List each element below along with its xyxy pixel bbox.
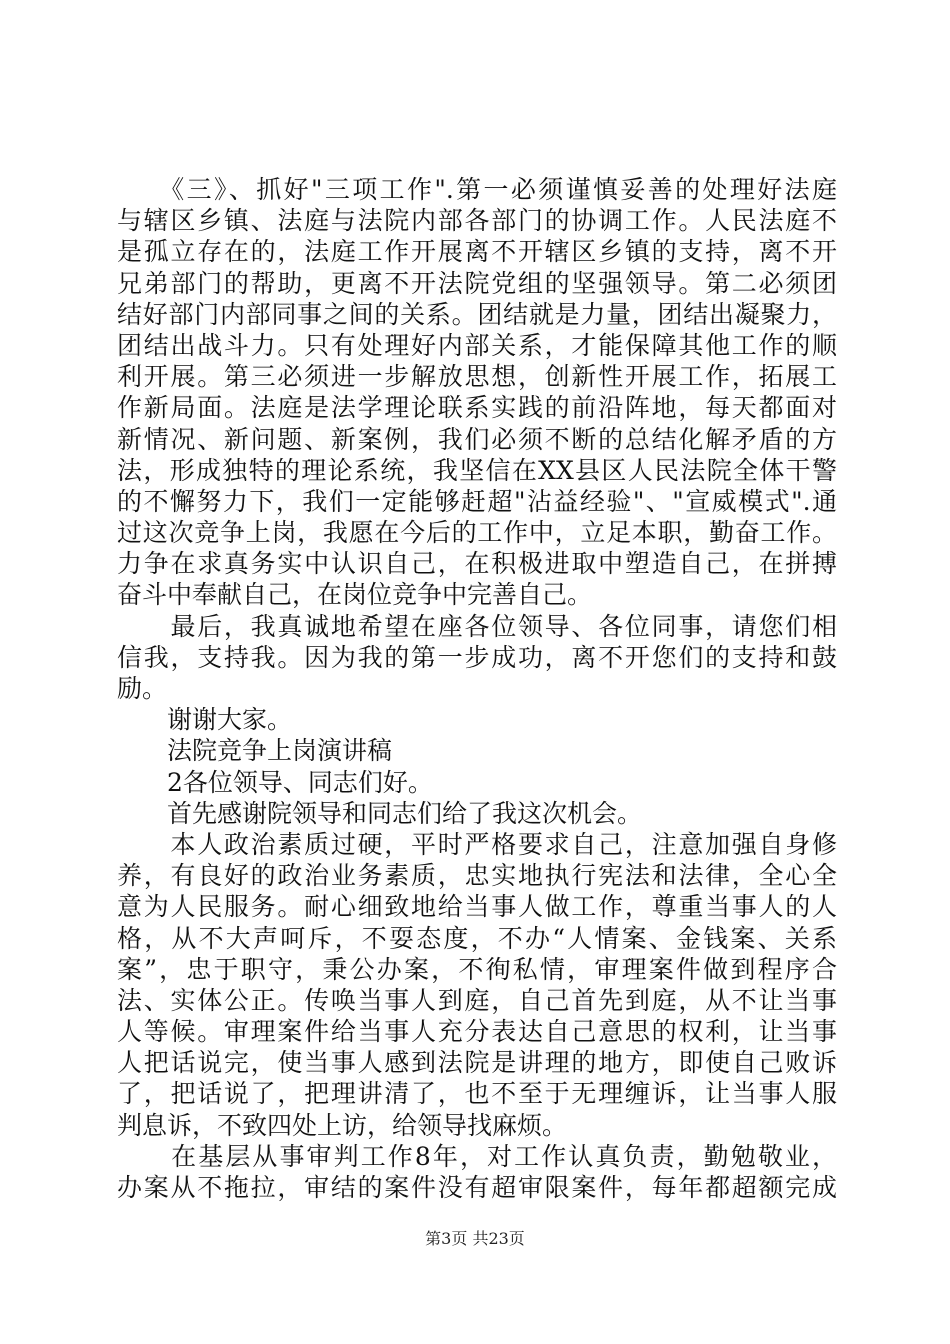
text-line: 谢谢大家。: [117, 705, 293, 735]
text-line: 人把话说完，使当事人感到法院是讲理的地方，即使自己败诉: [117, 1048, 837, 1078]
text-line: 法，形成独特的理论系统，我坚信在XX县区人民法院全体干警: [117, 455, 837, 485]
text-line: 励。: [117, 674, 168, 703]
text-line: 案”，忠于职守，秉公办案，不徇私情，审理案件做到程序合: [117, 954, 837, 984]
text-line: 办案从不拖拉，审结的案件没有超审限案件，每年都超额完成: [117, 1173, 837, 1202]
text-line: 最后，我真诚地希望在座各位领导、各位同事，请您们相: [117, 611, 837, 641]
text-line: 的不懈努力下，我们一定能够赶超"沾益经验"、"宣威模式".通: [117, 486, 837, 516]
text-line: 养，有良好的政治业务素质，忠实地执行宪法和法律，全心全: [117, 861, 837, 891]
page-footer: 第3页 共23页: [425, 1229, 525, 1248]
text-line: 了，把话说了，把理讲清了，也不至于无理缠诉，让当事人服: [117, 1079, 837, 1109]
text-line: 团结出战斗力。只有处理好内部关系，才能保障其他工作的顺: [117, 330, 837, 360]
text-line: 奋斗中奉献自己，在岗位竞争中完善自己。: [117, 580, 593, 610]
text-line: 意为人民服务。耐心细致地给当事人做工作，尊重当事人的人: [117, 892, 837, 922]
text-line: 与辖区乡镇、法庭与法院内部各部门的协调工作。人民法庭不: [117, 206, 837, 236]
text-line: 2各位领导、同志们好。: [117, 767, 433, 797]
text-line: 是孤立存在的，法庭工作开展离不开辖区乡镇的支持，离不开: [117, 237, 837, 267]
text-line: 新情况、新问题、新案例，我们必须不断的总结化解矛盾的方: [117, 424, 837, 454]
text-line: 在基层从事审判工作8年，对工作认真负责，勤勉敬业，: [117, 1141, 837, 1171]
text-line: 力争在求真务实中认识自己，在积极进取中塑造自己，在拼搏: [117, 549, 837, 579]
text-line: 兄弟部门的帮助，更离不开法院党组的坚强领导。第二必须团: [117, 268, 837, 298]
text-line: 首先感谢院领导和同志们给了我这次机会。: [117, 798, 643, 828]
text-line: 判息诉，不致四处上访，给领导找麻烦。: [117, 1110, 568, 1140]
text-line: 法院竞争上岗演讲稿: [117, 736, 393, 766]
text-line: 过这次竞争上岗，我愿在今后的工作中，立足本职，勤奋工作。: [117, 518, 837, 548]
text-line: 信我，支持我。因为我的第一步成功，离不开您们的支持和鼓: [117, 642, 837, 672]
text-line: 结好部门内部同事之间的关系。团结就是力量，团结出凝聚力，: [117, 299, 837, 329]
text-line: 利开展。第三必须进一步解放思想，创新性开展工作，拓展工: [117, 362, 837, 392]
text-line: 格，从不大声呵斥，不耍态度，不办“人情案、金钱案、关系: [117, 923, 837, 953]
text-line: 本人政治素质过硬，平时严格要求自己，注意加强自身修: [117, 829, 837, 859]
text-line: 法、实体公正。传唤当事人到庭，自己首先到庭，从不让当事: [117, 985, 837, 1015]
document-body: [117, 174, 837, 1203]
text-line: 作新局面。法庭是法学理论联系实践的前沿阵地，每天都面对: [117, 393, 837, 423]
text-line: 人等候。审理案件给当事人充分表达自己意思的权利，让当事: [117, 1017, 837, 1047]
text-line: 《三》、抓好"三项工作".第一必须谨慎妥善的处理好法庭: [117, 175, 837, 204]
